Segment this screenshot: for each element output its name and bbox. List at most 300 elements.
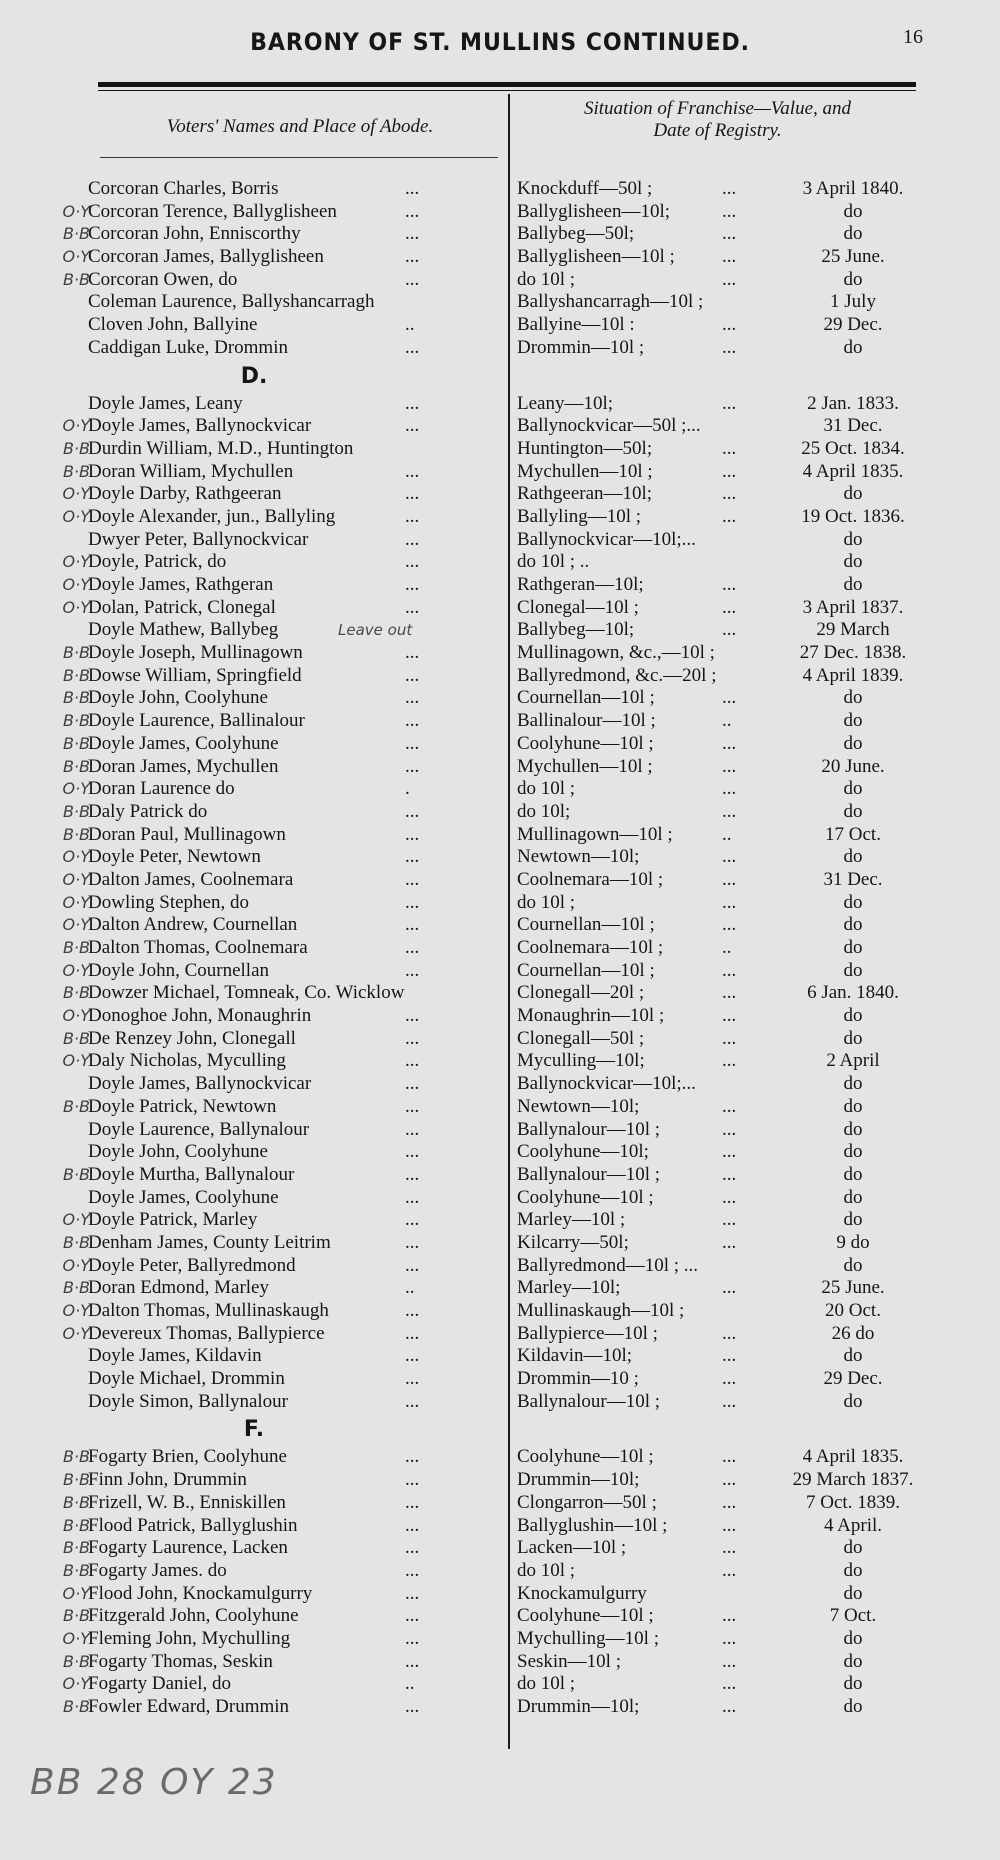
franchise-leader-dots: ... xyxy=(722,1390,737,1412)
margin-note: B·B xyxy=(62,711,90,731)
registry-date: 25 June. xyxy=(821,246,885,268)
name-leader-dots: ... xyxy=(405,1559,420,1581)
franchise-leader-dots: ... xyxy=(722,1696,737,1717)
voter-row xyxy=(0,529,1000,552)
registry-date: 4 April 1839. xyxy=(802,664,904,686)
voter-row xyxy=(0,1391,1000,1414)
voter-name: Dwyer Peter, Ballynockvicar xyxy=(88,528,309,550)
franchise-value: Clonegal—10l ; xyxy=(517,596,639,618)
name-leader-dots: ... xyxy=(405,868,420,890)
name-leader-dots: ... xyxy=(405,959,420,981)
voter-name: Flood Patrick, Ballyglushin xyxy=(88,1514,298,1536)
franchise-leader-dots: .. xyxy=(722,823,732,845)
franchise-leader-dots: ... xyxy=(722,223,737,245)
name-leader-dots: ... xyxy=(405,596,420,618)
registry-date: do xyxy=(843,551,863,573)
voter-name: Doran Paul, Mullinagown xyxy=(88,823,286,845)
voter-row xyxy=(0,960,1000,983)
name-leader-dots: ... xyxy=(405,800,420,822)
column-header-franchise xyxy=(520,98,915,142)
voter-row xyxy=(0,223,1000,246)
registry-date: 29 March 1837. xyxy=(792,1469,914,1491)
name-leader-dots: ... xyxy=(405,1605,420,1627)
voter-name: Daly Nicholas, Myculling xyxy=(88,1050,286,1072)
registry-date: do xyxy=(843,1627,863,1649)
franchise-leader-dots: ... xyxy=(722,1673,737,1695)
voter-name: Doyle Peter, Newtown xyxy=(88,846,261,868)
margin-note: B·B xyxy=(62,938,90,957)
page-number: 16 xyxy=(903,26,923,48)
margin-note: O·Y xyxy=(62,1006,90,1026)
voter-name: Doyle James, Coolyhune xyxy=(88,1186,279,1208)
registry-date: 2 April xyxy=(826,1050,880,1072)
franchise-value: do 10l ; xyxy=(517,778,576,800)
franchise-leader-dots: ... xyxy=(722,1514,737,1536)
voter-name: Finn John, Drummin xyxy=(88,1469,247,1491)
voter-row xyxy=(0,1696,1000,1719)
name-leader-dots: ... xyxy=(405,415,420,437)
franchise-value: Coolnemara—10l ; xyxy=(517,937,664,958)
voter-row xyxy=(0,1300,1000,1323)
franchise-leader-dots: ... xyxy=(722,914,737,936)
registry-date: do xyxy=(843,710,863,732)
franchise-leader-dots: ... xyxy=(722,1446,737,1468)
voter-row xyxy=(0,1187,1000,1210)
registry-date: 31 Dec. xyxy=(823,868,883,890)
voter-row xyxy=(0,1492,1000,1515)
voter-row xyxy=(0,291,1000,314)
voter-name: Dalton James, Coolnemara xyxy=(88,868,294,890)
registry-date: 4 April. xyxy=(823,1514,883,1536)
voter-row xyxy=(0,1368,1000,1391)
franchise-value: Leany—10l; xyxy=(517,392,614,414)
voter-row xyxy=(0,201,1000,224)
voter-row xyxy=(0,710,1000,733)
name-leader-dots: ... xyxy=(405,1118,420,1140)
franchise-value: Mullinagown—10l ; xyxy=(517,823,673,845)
registry-date: do xyxy=(843,1345,863,1367)
voter-name: Doran William, Mychullen xyxy=(88,460,294,482)
registry-date: do xyxy=(843,1186,863,1208)
section-heading xyxy=(0,1413,1000,1446)
franchise-value: Coolnemara—10l ; xyxy=(517,868,664,890)
registry-date: do xyxy=(843,1673,863,1695)
voter-list xyxy=(0,178,1000,1719)
registry-date: 6 Jan. 1840. xyxy=(807,982,899,1004)
registry-date: do xyxy=(843,959,863,981)
registry-date: 4 April 1835. xyxy=(802,460,904,482)
voter-name: Frizell, W. B., Enniskillen xyxy=(88,1491,286,1513)
header-rule-thick xyxy=(98,82,916,87)
franchise-value: Ballyine—10l : xyxy=(517,314,635,336)
voter-row xyxy=(0,1446,1000,1469)
franchise-leader-dots: ... xyxy=(722,1627,737,1649)
voter-row xyxy=(0,1096,1000,1119)
voter-row xyxy=(0,1232,1000,1255)
registry-date: 25 June. xyxy=(821,1277,885,1299)
franchise-value: Clonegall—50l ; xyxy=(517,1027,645,1049)
voter-name: Doyle James, Ballynockvicar xyxy=(88,415,312,437)
name-leader-dots: ... xyxy=(405,528,420,550)
franchise-leader-dots: ... xyxy=(722,178,737,199)
registry-date: 2 Jan. 1833. xyxy=(807,392,899,414)
voter-row xyxy=(0,1583,1000,1606)
voter-name: Doran James, Mychullen xyxy=(88,755,279,777)
registry-date: 29 March xyxy=(816,619,890,641)
franchise-leader-dots: ... xyxy=(722,1231,737,1253)
name-leader-dots: . xyxy=(405,778,410,800)
voter-name: Doyle James, Kildavin xyxy=(88,1345,262,1367)
margin-note: B·B xyxy=(62,1096,90,1116)
franchise-value: Kilcarry—50l; xyxy=(517,1231,629,1253)
voter-row xyxy=(0,393,1000,416)
registry-date: do xyxy=(843,1118,863,1140)
margin-note: B·B xyxy=(62,224,90,244)
registry-date: do xyxy=(843,1209,863,1231)
registry-date: do xyxy=(843,1650,863,1672)
name-leader-dots: ... xyxy=(405,1254,420,1276)
franchise-value: Newtown—10l; xyxy=(517,1095,640,1117)
name-leader-dots: ... xyxy=(405,1469,420,1491)
franchise-leader-dots: ... xyxy=(722,1469,737,1491)
franchise-value: do 10l ; xyxy=(517,1673,576,1695)
franchise-leader-dots: ... xyxy=(722,505,737,527)
franchise-value: Clongarron—50l ; xyxy=(517,1491,657,1513)
franchise-value: Ballyredmond, &c.—20l ; xyxy=(517,664,717,686)
voter-row xyxy=(0,1277,1000,1300)
franchise-value: Mychullen—10l ; xyxy=(517,755,653,777)
voter-row xyxy=(0,1537,1000,1560)
margin-note: O·Y xyxy=(62,1674,90,1694)
voter-row xyxy=(0,1560,1000,1583)
voter-row xyxy=(0,801,1000,824)
margin-note: O·Y xyxy=(62,1323,90,1343)
franchise-leader-dots: ... xyxy=(722,1277,737,1299)
franchise-leader-dots: .. xyxy=(722,710,732,732)
franchise-value: Coolyhune—10l ; xyxy=(517,1186,654,1208)
voter-row xyxy=(0,415,1000,438)
header-rule-thin xyxy=(98,90,916,91)
registry-date: 19 Oct. 1836. xyxy=(801,505,905,527)
voter-name: Doyle Michael, Drommin xyxy=(88,1368,285,1390)
voter-row xyxy=(0,438,1000,461)
voter-name: Corcoran Charles, Borris xyxy=(88,178,279,199)
voter-row xyxy=(0,314,1000,337)
franchise-value: Drummin—10l; xyxy=(517,1469,640,1491)
margin-note: B·B xyxy=(62,1028,90,1048)
voter-name: Corcoran John, Enniscorthy xyxy=(88,223,301,245)
column-header-franchise-line1: Situation of Franchise—Value, and xyxy=(583,98,852,119)
margin-note: B·B xyxy=(62,665,90,685)
franchise-value: Marley—10l; xyxy=(517,1277,621,1299)
name-leader-dots: ... xyxy=(405,937,420,958)
voter-name: Fowler Edward, Drummin xyxy=(88,1696,290,1717)
voter-name: Doran Laurence do xyxy=(88,778,235,800)
franchise-leader-dots: ... xyxy=(722,687,737,709)
name-leader-dots: ... xyxy=(405,914,420,936)
voter-name: Doyle John, Coolyhune xyxy=(88,1141,268,1163)
franchise-leader-dots: .. xyxy=(722,937,732,958)
margin-note: O·Y xyxy=(62,892,90,912)
voter-name: Dowzer Michael, Tomneak, Co. Wicklow xyxy=(88,982,405,1004)
franchise-leader-dots: ... xyxy=(722,392,737,414)
voter-row xyxy=(0,269,1000,292)
voter-name: Denham James, County Leitrim xyxy=(88,1231,331,1253)
registry-date: do xyxy=(843,223,863,245)
margin-note: O·Y xyxy=(62,506,90,526)
name-leader-dots: ... xyxy=(405,200,420,222)
voter-row xyxy=(0,846,1000,869)
name-leader-dots: ... xyxy=(405,1368,420,1390)
franchise-value: Ballynockvicar—50l ;... xyxy=(517,415,701,437)
voter-name: Fogarty James. do xyxy=(88,1559,227,1581)
voter-name: Doyle John, Cournellan xyxy=(88,959,270,981)
registry-date: 7 Oct. 1839. xyxy=(806,1491,900,1513)
margin-note: B·B xyxy=(62,1278,90,1298)
registry-date: 17 Oct. xyxy=(825,823,881,845)
name-leader-dots: ... xyxy=(405,460,420,482)
franchise-value: Drommin—10 ; xyxy=(517,1368,639,1390)
franchise-value: do 10l ; xyxy=(517,891,576,913)
name-leader-dots: ... xyxy=(405,178,420,199)
franchise-value: Ballynalour—10l ; xyxy=(517,1163,661,1185)
name-leader-dots: ... xyxy=(405,1650,420,1672)
registry-date: do xyxy=(843,1559,863,1581)
franchise-value: Lacken—10l ; xyxy=(517,1537,627,1559)
franchise-leader-dots: ... xyxy=(722,732,737,754)
name-leader-dots: ... xyxy=(405,846,420,868)
franchise-leader-dots: ... xyxy=(722,1050,737,1072)
franchise-value: Ballybeg—50l; xyxy=(517,223,635,245)
registry-date: 4 April 1835. xyxy=(802,1446,904,1468)
franchise-value: Cournellan—10l ; xyxy=(517,959,655,981)
registry-date: do xyxy=(843,1141,863,1163)
registry-date: do xyxy=(843,268,863,290)
margin-note: B·B xyxy=(62,688,90,708)
voter-row xyxy=(0,461,1000,484)
voter-row xyxy=(0,246,1000,269)
voter-name: Doyle John, Coolyhune xyxy=(88,687,268,709)
franchise-value: Mychullen—10l ; xyxy=(517,460,653,482)
registry-date: 31 Dec. xyxy=(823,415,883,437)
voter-name: Fogarty Laurence, Lacken xyxy=(88,1537,288,1559)
name-leader-dots: ... xyxy=(405,1627,420,1649)
franchise-value: Drummin—10l; xyxy=(517,1696,640,1717)
name-leader-dots: ... xyxy=(405,1027,420,1049)
voter-name: Corcoran James, Ballyglisheen xyxy=(88,246,324,268)
voter-name: Doyle Laurence, Ballynalour xyxy=(88,1118,310,1140)
voter-row xyxy=(0,1050,1000,1073)
voter-name: Doyle Patrick, Marley xyxy=(88,1209,258,1231)
name-leader-dots: ... xyxy=(405,1050,420,1072)
voter-row xyxy=(0,1323,1000,1346)
franchise-value: Coolyhune—10l ; xyxy=(517,1446,654,1468)
voter-name: Doran Edmond, Marley xyxy=(88,1277,269,1299)
franchise-leader-dots: ... xyxy=(722,483,737,505)
margin-note: B·B xyxy=(62,1492,90,1512)
margin-note: O·Y xyxy=(62,915,90,935)
margin-note: O·Y xyxy=(62,416,90,436)
voter-name: De Renzey John, Clonegall xyxy=(88,1027,296,1049)
margin-note: O·Y xyxy=(62,1255,90,1275)
franchise-value: Mychulling—10l ; xyxy=(517,1627,659,1649)
voter-row xyxy=(0,982,1000,1005)
voter-name: Doyle Darby, Rathgeeran xyxy=(88,483,282,505)
margin-note: B·B xyxy=(62,1164,90,1184)
franchise-leader-dots: ... xyxy=(722,1322,737,1344)
franchise-value: Ballyshancarragh—10l ; xyxy=(517,291,704,313)
franchise-leader-dots: ... xyxy=(722,246,737,268)
voter-name: Fleming John, Mychulling xyxy=(88,1627,291,1649)
voter-row xyxy=(0,178,1000,201)
name-leader-dots: ... xyxy=(405,1491,420,1513)
margin-note: O·Y xyxy=(62,1583,90,1603)
section-letter: D. xyxy=(240,363,268,389)
voter-row xyxy=(0,337,1000,360)
franchise-leader-dots: ... xyxy=(722,460,737,482)
name-leader-dots: ... xyxy=(405,1186,420,1208)
voter-row xyxy=(0,551,1000,574)
margin-note: B·B xyxy=(62,1651,90,1671)
name-leader-dots: ... xyxy=(405,1231,420,1253)
franchise-leader-dots: ... xyxy=(722,1605,737,1627)
voter-name: Fogarty Daniel, do xyxy=(88,1673,232,1695)
voter-name: Dowse William, Springfield xyxy=(88,664,302,686)
franchise-value: do 10l ; xyxy=(517,268,576,290)
registry-date: do xyxy=(843,1027,863,1049)
franchise-leader-dots: ... xyxy=(722,1209,737,1231)
voter-row xyxy=(0,869,1000,892)
franchise-value: Monaughrin—10l ; xyxy=(517,1005,665,1027)
franchise-leader-dots: ... xyxy=(722,959,737,981)
franchise-value: Rathgeran—10l; xyxy=(517,574,644,595)
name-leader-dots: ... xyxy=(405,891,420,913)
margin-note: O·Y xyxy=(62,247,90,267)
margin-note: B·B xyxy=(62,733,90,753)
margin-note: O·Y xyxy=(62,597,90,617)
franchise-value: Coolyhune—10l; xyxy=(517,1141,649,1163)
name-leader-dots: ... xyxy=(405,392,420,414)
voter-row xyxy=(0,1209,1000,1232)
voter-name: Corcoran Terence, Ballyglisheen xyxy=(88,200,337,222)
voter-row xyxy=(0,1673,1000,1696)
name-leader-dots: ... xyxy=(405,223,420,245)
voter-name: Dowling Stephen, do xyxy=(88,891,249,913)
registry-date: do xyxy=(843,336,863,358)
franchise-value: Rathgeeran—10l; xyxy=(517,483,653,505)
registry-date: do xyxy=(843,528,863,550)
name-leader-dots: ... xyxy=(405,642,420,664)
franchise-leader-dots: ... xyxy=(722,200,737,222)
franchise-leader-dots: ... xyxy=(722,1559,737,1581)
franchise-value: Drommin—10l ; xyxy=(517,336,645,358)
registry-date: do xyxy=(843,1073,863,1095)
franchise-leader-dots: ... xyxy=(722,1537,737,1559)
registry-date: 20 Oct. xyxy=(825,1300,881,1321)
name-leader-dots: ... xyxy=(405,1163,420,1185)
margin-note: B·B xyxy=(62,756,90,776)
name-leader-dots: ... xyxy=(405,823,420,845)
registry-date: do xyxy=(843,200,863,222)
registry-date: 1 July xyxy=(830,291,876,313)
voter-name: Dalton Thomas, Mullinaskaugh xyxy=(88,1300,329,1321)
voter-name: Durdin William, M.D., Huntington xyxy=(88,437,354,459)
margin-note: O·Y xyxy=(62,552,90,572)
margin-note: O·Y xyxy=(62,484,90,504)
voter-row xyxy=(0,733,1000,756)
franchise-value: Ballinalour—10l ; xyxy=(517,710,656,732)
franchise-leader-dots: ... xyxy=(722,1163,737,1185)
registry-date: do xyxy=(843,687,863,709)
registry-date: do xyxy=(843,1582,863,1604)
margin-note: B·B xyxy=(62,1470,90,1490)
franchise-value: Ballynalour—10l ; xyxy=(517,1390,661,1412)
franchise-leader-dots: ... xyxy=(722,868,737,890)
voter-row xyxy=(0,483,1000,506)
margin-note: O·Y xyxy=(62,869,90,889)
voter-name: Doyle, Patrick, do xyxy=(88,551,227,573)
franchise-value: do 10l ; xyxy=(517,1559,576,1581)
voter-row xyxy=(0,1141,1000,1164)
franchise-value: Ballynockvicar—10l;... xyxy=(517,1073,696,1095)
voter-name: Doyle James, Leany xyxy=(88,392,243,414)
margin-note: B·B xyxy=(62,269,90,289)
name-leader-dots: ... xyxy=(405,551,420,573)
registry-date: do xyxy=(843,1696,863,1717)
voter-row xyxy=(0,1345,1000,1368)
margin-note: O·Y xyxy=(62,1051,90,1071)
franchise-value: Marley—10l ; xyxy=(517,1209,626,1231)
section-heading xyxy=(0,360,1000,393)
registry-date: do xyxy=(843,778,863,800)
franchise-leader-dots: ... xyxy=(722,596,737,618)
name-leader-dots: ... xyxy=(405,1537,420,1559)
franchise-leader-dots: ... xyxy=(722,1368,737,1390)
name-leader-dots: ... xyxy=(405,1514,420,1536)
franchise-leader-dots: ... xyxy=(722,755,737,777)
margin-note: O·Y xyxy=(62,1628,90,1648)
name-leader-dots: ... xyxy=(405,1209,420,1231)
voter-row xyxy=(0,665,1000,688)
name-leader-dots: ... xyxy=(405,1322,420,1344)
voter-name: Doyle Patrick, Newtown xyxy=(88,1095,277,1117)
name-leader-dots: .. xyxy=(405,1673,415,1695)
name-leader-dots: ... xyxy=(405,574,420,595)
voter-name: Dalton Andrew, Cournellan xyxy=(88,914,298,936)
registry-date: do xyxy=(843,1390,863,1412)
voter-row xyxy=(0,1628,1000,1651)
voter-name: Doyle Murtha, Ballynalour xyxy=(88,1163,295,1185)
name-leader-dots: ... xyxy=(405,336,420,358)
margin-note: B·B xyxy=(62,1232,90,1252)
margin-note: B·B xyxy=(62,461,90,481)
name-leader-dots: ... xyxy=(405,268,420,290)
registry-date: 9 do xyxy=(836,1231,870,1253)
registry-date: 29 Dec. xyxy=(823,1368,883,1390)
name-leader-dots: ... xyxy=(405,1390,420,1412)
name-leader-dots: ... xyxy=(405,1095,420,1117)
margin-note: O·Y xyxy=(62,575,90,594)
franchise-value: do 10l ; .. xyxy=(517,551,590,573)
voter-row xyxy=(0,642,1000,665)
name-leader-dots: ... xyxy=(405,687,420,709)
name-leader-dots: ... xyxy=(405,1073,420,1095)
voter-row xyxy=(0,1651,1000,1674)
franchise-value: Seskin—10l ; xyxy=(517,1650,621,1672)
franchise-value: Myculling—10l; xyxy=(517,1050,645,1072)
registry-date: do xyxy=(843,1254,863,1276)
voter-name: Doyle James, Ballynockvicar xyxy=(88,1073,312,1095)
